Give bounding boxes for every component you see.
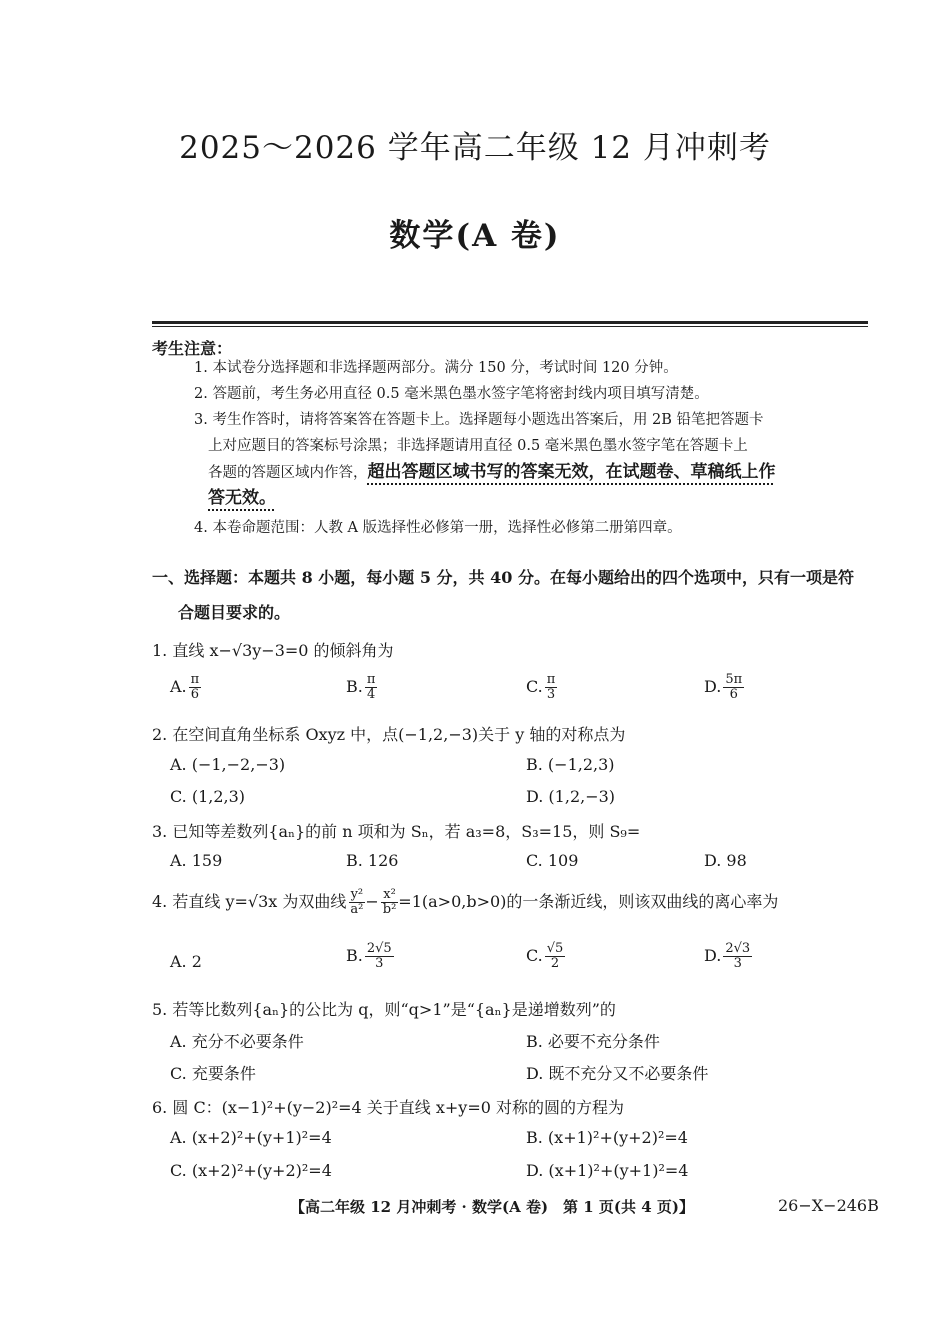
question-1-option-b: B. $\frac{\pi}{4}$: [346, 672, 376, 702]
notice-item-1: 1. 本试卷分选择题和非选择题两部分。满分 150 分，考试时间 120 分钟。: [194, 360, 678, 376]
question-2-option-a: A. (−1,−2,−3): [170, 755, 286, 774]
question-2-option-b: B. (−1,2,3): [526, 755, 615, 774]
paper-code: 26−X−246B: [778, 1196, 879, 1215]
section-heading: 一、选择题：本题共 8 小题，每小题 5 分，共 40 分。在每小题给出的四个选项中，只有一项是符: [152, 568, 854, 587]
divider-rule: [152, 321, 868, 327]
notice-item-4: 4. 本卷命题范围：人教 A 版选择性必修第一册，选择性必修第二册第四章。: [194, 520, 682, 536]
question-3-option-a: A. 159: [170, 851, 223, 870]
question-3-stem: 3. 已知等差数列{aₙ}的前 n 项和为 Sₙ，若 a₃=8，S₃=15，则 S₉=: [152, 822, 641, 841]
question-1-option-d: D. $\frac{5\pi}{6}$: [704, 672, 743, 702]
exam-subtitle: 数学(A 卷): [389, 218, 561, 254]
notice-item-3-text: 各题的答题区域内作答，: [208, 465, 368, 481]
page-footer: 【高二年级 12 月冲刺考 · 数学(A 卷) 第 1 页(共 4 页)】: [290, 1198, 694, 1216]
section-heading-cont: 合题目要求的。: [178, 603, 291, 622]
question-2-option-d: D. (1,2,−3): [526, 787, 616, 806]
exam-title: 2025～2026 学年高二年级 12 月冲刺考: [179, 130, 771, 166]
notice-item-3-line-1: 3. 考生作答时，请将答案答在答题卡上。选择题每小题选出答案后，用 2B 铅笔把答题卡: [194, 412, 764, 428]
question-5-stem: 5. 若等比数列{aₙ}的公比为 q，则“q>1”是“{aₙ}是递增数列”的: [152, 1000, 616, 1019]
question-4-option-a: A. 2: [170, 952, 202, 971]
question-6-stem: 6. 圆 C：(x−1)²+(y−2)²=4 关于直线 x+y=0 对称的圆的方程为: [152, 1098, 625, 1117]
question-1-option-a: A. $\frac{\pi}{6}$: [170, 672, 200, 702]
question-3-option-d: D. 98: [704, 851, 747, 870]
question-3-option-c: C. 109: [526, 851, 579, 870]
question-6-option-b: B. (x+1)²+(y+2)²=4: [526, 1128, 688, 1147]
notice-item-3-line-4: [208, 486, 888, 512]
question-2-option-c: C. (1,2,3): [170, 787, 246, 806]
notice-item-3-line-2: 上对应题目的答案标号涂黑；非选择题请用直径 0.5 毫米黑色墨水签字笔在答题卡上: [208, 438, 748, 454]
question-4-option-b: B. $\frac{2√5}{3}$: [346, 941, 392, 971]
question-5-option-b: B. 必要不充分条件: [526, 1032, 660, 1051]
question-5-option-a: A. 充分不必要条件: [170, 1032, 304, 1051]
question-4-option-d: D. $\frac{2√3}{3}$: [704, 941, 751, 971]
question-1-option-c: C. $\frac{\pi}{3}$: [526, 672, 556, 702]
notice-heading: 考生注意：: [152, 339, 233, 358]
question-1-stem: 1. 直线 x−√3y−3=0 的倾斜角为: [152, 641, 394, 660]
question-4-stem: 4. 若直线 y=√3x 为双曲线 $\frac{\text{y²}}{\text{a²}}$ − $\frac{\text{x²}}{\text{b²}}$ =1(a>0,b>0)的一条渐近线，则该双曲线的离心率为: [152, 887, 779, 917]
question-3-option-b: B. 126: [346, 851, 399, 870]
question-5-option-c: C. 充要条件: [170, 1064, 256, 1083]
question-4-option-c: C. $\frac{√5}{2}$: [526, 941, 564, 971]
question-6-option-d: D. (x+1)²+(y+1)²=4: [526, 1161, 689, 1180]
question-5-option-d: D. 既不充分又不必要条件: [526, 1064, 709, 1083]
notice-emphasis: 超出答题区域书写的答案无效，在试题卷、草稿纸上作: [367, 462, 776, 482]
question-6-option-c: C. (x+2)²+(y+2)²=4: [170, 1161, 332, 1180]
question-6-option-a: A. (x+2)²+(y+1)²=4: [170, 1128, 332, 1147]
notice-item-2: 2. 答题前，考生务必用直径 0.5 毫米黑色墨水签字笔将密封线内项目填写清楚。: [194, 386, 709, 402]
notice-item-3-line-3: [208, 460, 888, 486]
question-2-stem: 2. 在空间直角坐标系 Oxyz 中，点(−1,2,−3)关于 y 轴的对称点为: [152, 725, 626, 744]
notice-emphasis-end: 答无效。: [208, 488, 276, 508]
